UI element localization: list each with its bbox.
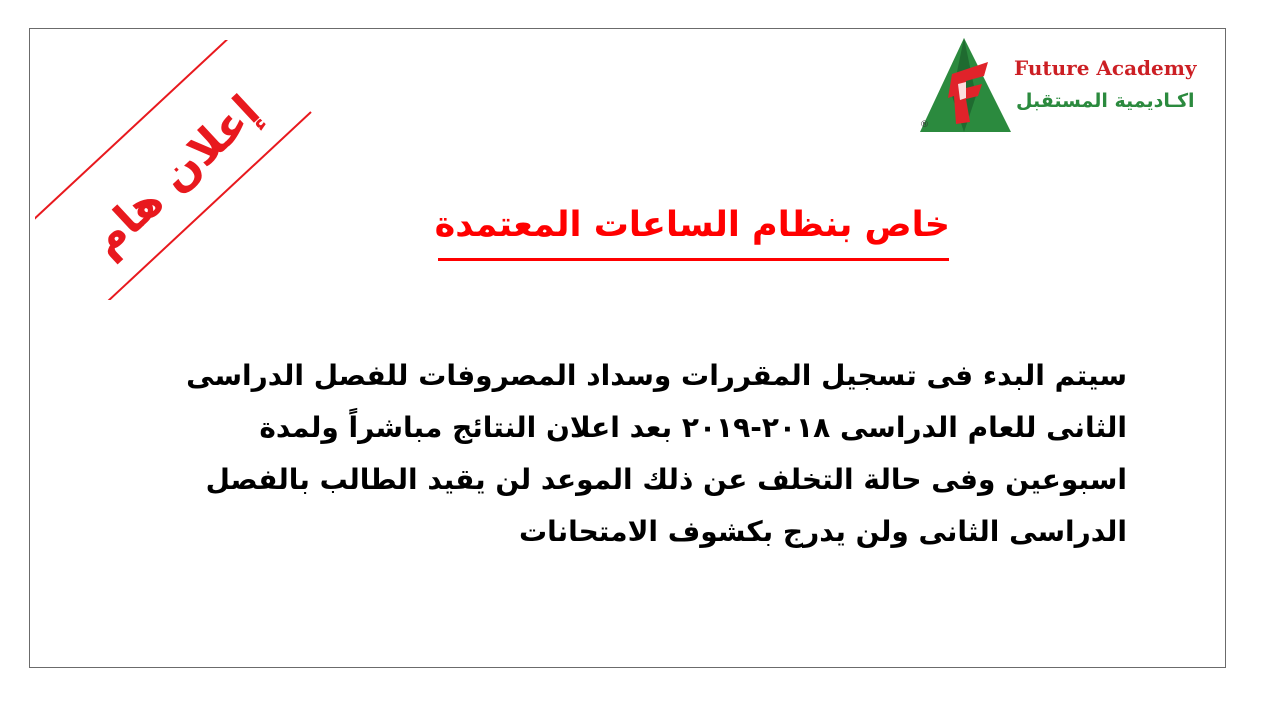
logo-name-arabic: اكـاديمية المستقبل	[1016, 90, 1195, 112]
stamp-label: إعلان هام	[80, 85, 270, 267]
announcement-heading: خاص بنظام الساعات المعتمدة	[434, 205, 950, 245]
logo-name-english: Future Academy	[1014, 56, 1197, 80]
logo-mark-icon	[918, 36, 1018, 136]
stamp-graphic	[35, 40, 335, 300]
body-line: سيتم البدء فى تسجيل المقررات وسداد المصروفات للفصل الدراسى	[186, 359, 1127, 392]
body-line: الدراسى الثانى ولن يدرج بكشوف الامتحانات	[518, 515, 1127, 548]
important-announcement-stamp	[35, 40, 335, 300]
heading-underline	[438, 258, 949, 261]
body-line: الثانى للعام الدراسى ٢٠١٨-٢٠١٩ بعد اعلان النتائج مباشراً ولمدة	[259, 411, 1127, 444]
body-line: اسبوعين وفى حالة التخلف عن ذلك الموعد لن يقيد الطالب بالفصل	[205, 463, 1127, 496]
future-academy-logo	[918, 36, 1208, 136]
announcement-body	[185, 350, 1127, 558]
registered-mark: ®	[920, 120, 929, 130]
